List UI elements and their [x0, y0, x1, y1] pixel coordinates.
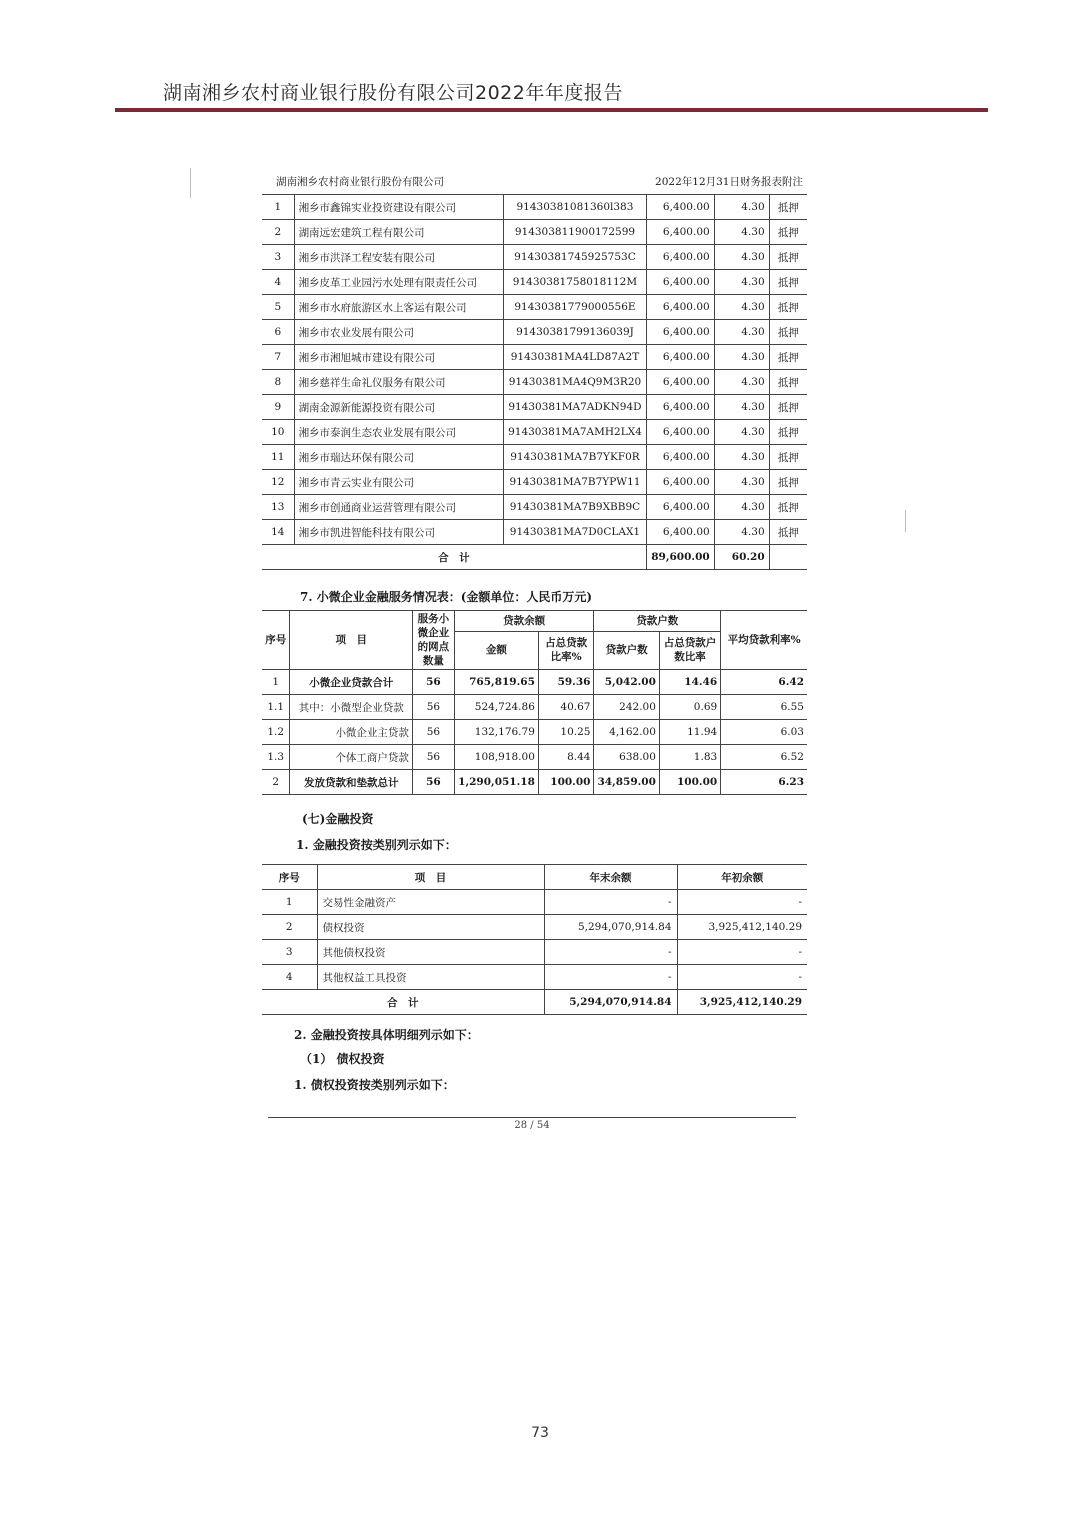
pledge-amount: 6,400.00 [646, 470, 714, 495]
pledge-ratio: 4.30 [714, 495, 769, 520]
invest-end: 5,294,070,914.84 [544, 915, 677, 940]
sme-amount: 132,176.79 [454, 720, 538, 745]
investment-table-row [262, 940, 807, 965]
pledge-ratio: 4.30 [714, 445, 769, 470]
report-header-title: 湖南湘乡农村商业银行股份有限公司2022年年度报告 [163, 82, 623, 104]
sme-amount-ratio: 100.00 [538, 770, 594, 795]
pledge-amount: 6,400.00 [646, 320, 714, 345]
sme-avg-rate: 6.23 [721, 770, 807, 795]
pledge-credit-code: 91430381MA4Q9M3R20 [504, 370, 647, 395]
inner-footer-rule [268, 1117, 796, 1118]
pledge-ratio: 4.30 [714, 320, 769, 345]
pledge-seq: 9 [262, 395, 294, 420]
pledge-credit-code: 91430381MA7AMH2LX4 [504, 420, 647, 445]
sme-table-row [262, 670, 807, 695]
sme-avg-rate: 6.03 [721, 720, 807, 745]
header-rule [115, 108, 988, 112]
scan-mark-right [905, 510, 906, 532]
pledge-credit-code: 91430381MA7B7YPW11 [504, 470, 647, 495]
pledge-amount: 6,400.00 [646, 420, 714, 445]
sme-seq: 1.1 [262, 695, 290, 720]
pledge-amount: 6,400.00 [646, 195, 714, 220]
invest-th-seq: 序号 [262, 865, 317, 890]
pledge-company: 湘乡市洪泽工程安装有限公司 [294, 245, 504, 270]
sme-th-households-ratio: 占总贷款户数比率 [659, 631, 720, 669]
sme-seq: 2 [262, 770, 290, 795]
pledge-type: 抵押 [769, 220, 807, 245]
pledge-total-ratio: 60.20 [714, 545, 769, 570]
pledge-company: 湘乡市创通商业运营管理有限公司 [294, 495, 504, 520]
debt-investment-category-heading: 1. 债权投资按类别列示如下： [294, 1078, 455, 1092]
sme-seq: 1.2 [262, 720, 290, 745]
pledge-ratio: 4.30 [714, 420, 769, 445]
pledge-seq: 12 [262, 470, 294, 495]
invest-begin: - [677, 965, 807, 990]
investment-table-row [262, 965, 807, 990]
sme-amount: 765,819.65 [454, 670, 538, 695]
pledge-seq: 5 [262, 295, 294, 320]
invest-seq: 3 [262, 940, 317, 965]
pledge-amount: 6,400.00 [646, 520, 714, 545]
invest-seq: 1 [262, 890, 317, 915]
pledge-type: 抵押 [769, 395, 807, 420]
sme-outlets: 56 [412, 720, 454, 745]
invest-item: 债权投资 [317, 915, 544, 940]
pledge-amount: 6,400.00 [646, 295, 714, 320]
pledge-company: 湘乡市水府旅游区水上客运有限公司 [294, 295, 504, 320]
pledge-ratio: 4.30 [714, 195, 769, 220]
sme-amount-ratio: 59.36 [538, 670, 594, 695]
pledge-type: 抵押 [769, 195, 807, 220]
investment-table-row [262, 890, 807, 915]
sme-table-row [262, 720, 807, 745]
sme-th-item: 项 目 [290, 611, 412, 670]
pledge-amount: 6,400.00 [646, 495, 714, 520]
pledge-type: 抵押 [769, 495, 807, 520]
sme-item: 个体工商户贷款 [290, 745, 412, 770]
pledge-ratio: 4.30 [714, 370, 769, 395]
pledge-credit-code: 91430381MA7B9XBB9C [504, 495, 647, 520]
invest-end: - [544, 965, 677, 990]
pledge-type: 抵押 [769, 320, 807, 345]
invest-th-item: 项 目 [317, 865, 544, 890]
sme-households: 34,859.00 [594, 770, 659, 795]
sme-th-balance-group: 贷款余额 [454, 611, 594, 632]
pledge-company: 湖南金源新能源投资有限公司 [294, 395, 504, 420]
pledge-company: 湖南远宏建筑工程有限公司 [294, 220, 504, 245]
pledge-ratio: 4.30 [714, 470, 769, 495]
sme-households: 242.00 [594, 695, 659, 720]
pledge-company: 湘乡市青云实业有限公司 [294, 470, 504, 495]
pledge-amount: 6,400.00 [646, 370, 714, 395]
pledge-amount: 6,400.00 [646, 395, 714, 420]
invest-total-end: 5,294,070,914.84 [544, 990, 677, 1015]
pledge-total-label: 合 计 [262, 545, 646, 570]
investment-total-row [262, 990, 807, 1015]
pledge-credit-code: 91430381758018112M [504, 270, 647, 295]
sme-households-ratio: 0.69 [659, 695, 720, 720]
pledge-table-row [262, 220, 807, 245]
sme-amount-ratio: 10.25 [538, 720, 594, 745]
section-invest-title: (七)金融投资 [302, 812, 374, 826]
pledge-ratio: 4.30 [714, 220, 769, 245]
invest-item: 其他权益工具投资 [317, 965, 544, 990]
pledge-seq: 11 [262, 445, 294, 470]
invest-item: 交易性金融资产 [317, 890, 544, 915]
pledge-credit-code: 91430381MA4LD87A2T [504, 345, 647, 370]
invest-th-begin: 年初余额 [677, 865, 807, 890]
pledge-type: 抵押 [769, 445, 807, 470]
pledge-seq: 3 [262, 245, 294, 270]
sme-outlets: 56 [412, 745, 454, 770]
invest-end: - [544, 940, 677, 965]
sme-seq: 1 [262, 670, 290, 695]
sme-households-ratio: 1.83 [659, 745, 720, 770]
pledge-type: 抵押 [769, 345, 807, 370]
invest-begin: - [677, 940, 807, 965]
sme-amount-ratio: 8.44 [538, 745, 594, 770]
invest-total-label: 合 计 [262, 990, 544, 1015]
sme-households-ratio: 11.94 [659, 720, 720, 745]
pledge-table-row [262, 495, 807, 520]
sme-loan-table [262, 610, 807, 795]
sme-amount-ratio: 40.67 [538, 695, 594, 720]
sme-avg-rate: 6.42 [721, 670, 807, 695]
sme-households-ratio: 14.46 [659, 670, 720, 695]
pledge-type: 抵押 [769, 420, 807, 445]
pledge-type: 抵押 [769, 270, 807, 295]
invest-th-end: 年末余额 [544, 865, 677, 890]
pledge-table-row [262, 270, 807, 295]
pledge-amount: 6,400.00 [646, 270, 714, 295]
pledge-table-row [262, 520, 807, 545]
pledge-seq: 14 [262, 520, 294, 545]
pledge-amount: 6,400.00 [646, 345, 714, 370]
pledge-table-row [262, 245, 807, 270]
pledge-ratio: 4.30 [714, 245, 769, 270]
pledge-company: 湘乡市瑞达环保有限公司 [294, 445, 504, 470]
invest-end: - [544, 890, 677, 915]
sme-amount: 524,724.86 [454, 695, 538, 720]
pledge-credit-code: 91430381745925753C [504, 245, 647, 270]
pledge-seq: 6 [262, 320, 294, 345]
pledge-seq: 10 [262, 420, 294, 445]
pledge-total-blank [769, 545, 807, 570]
invest-by-category-heading: 1. 金融投资按类别列示如下： [296, 838, 457, 852]
sme-households: 5,042.00 [594, 670, 659, 695]
pledge-table-row [262, 420, 807, 445]
pledge-type: 抵押 [769, 295, 807, 320]
pledge-table-row [262, 395, 807, 420]
pledge-company: 湘乡市鑫锦实业投资建设有限公司 [294, 195, 504, 220]
pledge-amount: 6,400.00 [646, 445, 714, 470]
pledge-seq: 8 [262, 370, 294, 395]
pledge-table-row [262, 320, 807, 345]
sme-item: 其中：小微型企业贷款 [290, 695, 412, 720]
invest-item: 其他债权投资 [317, 940, 544, 965]
pledge-company: 湘乡慈祥生命礼仪服务有限公司 [294, 370, 504, 395]
pledge-credit-code: 914303811900172599 [504, 220, 647, 245]
sme-th-amount: 金额 [454, 631, 538, 669]
sme-avg-rate: 6.52 [721, 745, 807, 770]
sme-table-row [262, 745, 807, 770]
sme-th-avg-rate: 平均贷款利率% [721, 611, 807, 670]
invest-begin: 3,925,412,140.29 [677, 915, 807, 940]
pledge-credit-code: 91430381MA7ADKN94D [504, 395, 647, 420]
sme-table-row [262, 695, 807, 720]
pledge-seq: 2 [262, 220, 294, 245]
sme-table-row [262, 770, 807, 795]
invest-detail-heading: 2. 金融投资按具体明细列示如下： [294, 1028, 479, 1042]
sme-th-seq: 序号 [262, 611, 290, 670]
pledge-credit-code: 91430381081360l383 [504, 195, 647, 220]
page-number: 73 [531, 1425, 549, 1441]
pledge-amount: 6,400.00 [646, 245, 714, 270]
pledge-credit-code: 91430381MA7B7YKF0R [504, 445, 647, 470]
pledge-company: 湘乡市湘旭城市建设有限公司 [294, 345, 504, 370]
pledge-seq: 1 [262, 195, 294, 220]
pledge-seq: 13 [262, 495, 294, 520]
sme-th-households-group: 贷款户数 [594, 611, 721, 632]
section-7-title: 7. 小微企业金融服务情况表：(金额单位：人民币万元) [300, 590, 593, 604]
scan-mark-left [190, 168, 191, 198]
sme-item: 小微企业贷款合计 [290, 670, 412, 695]
pledge-table-row [262, 345, 807, 370]
pledge-type: 抵押 [769, 370, 807, 395]
invest-begin: - [677, 890, 807, 915]
sme-households: 4,162.00 [594, 720, 659, 745]
pledge-table-row [262, 195, 807, 220]
sme-households: 638.00 [594, 745, 659, 770]
pledge-company: 湘乡市凯进智能科技有限公司 [294, 520, 504, 545]
pledge-type: 抵押 [769, 245, 807, 270]
pledge-ratio: 4.30 [714, 520, 769, 545]
sme-item: 小微企业主贷款 [290, 720, 412, 745]
pledge-amount: 6,400.00 [646, 220, 714, 245]
pledge-loan-table [262, 194, 807, 570]
sme-amount: 108,918.00 [454, 745, 538, 770]
pledge-seq: 7 [262, 345, 294, 370]
debt-investment-heading: （1） 债权投资 [300, 1052, 385, 1066]
sme-th-amount-ratio: 占总贷款比率% [538, 631, 594, 669]
pledge-ratio: 4.30 [714, 345, 769, 370]
pledge-total-row [262, 545, 807, 570]
pledge-company: 湘乡市农业发展有限公司 [294, 320, 504, 345]
invest-seq: 2 [262, 915, 317, 940]
sme-th-outlets: 服务小微企业的网点数量 [412, 611, 454, 670]
pledge-seq: 4 [262, 270, 294, 295]
inner-page-indicator: 28 / 54 [514, 1120, 550, 1131]
sme-amount: 1,290,051.18 [454, 770, 538, 795]
pledge-company: 湘乡市泰润生态农业发展有限公司 [294, 420, 504, 445]
pledge-ratio: 4.30 [714, 270, 769, 295]
sme-outlets: 56 [412, 695, 454, 720]
pledge-table-row [262, 445, 807, 470]
investment-table-row [262, 915, 807, 940]
pledge-company: 湘乡皮革工业园污水处理有限责任公司 [294, 270, 504, 295]
sme-avg-rate: 6.55 [721, 695, 807, 720]
pledge-table-row [262, 470, 807, 495]
pledge-type: 抵押 [769, 470, 807, 495]
pledge-ratio: 4.30 [714, 295, 769, 320]
pledge-table-row [262, 370, 807, 395]
sub-header-company: 湖南湘乡农村商业银行股份有限公司 [276, 176, 444, 188]
investment-table [262, 864, 807, 1015]
pledge-credit-code: 91430381799136039J [504, 320, 647, 345]
pledge-ratio: 4.30 [714, 395, 769, 420]
sub-header-date: 2022年12月31日财务报表附注 [655, 176, 803, 188]
pledge-credit-code: 91430381779000556E [504, 295, 647, 320]
sme-seq: 1.3 [262, 745, 290, 770]
pledge-credit-code: 91430381MA7D0CLAX1 [504, 520, 647, 545]
invest-total-begin: 3,925,412,140.29 [677, 990, 807, 1015]
sme-outlets: 56 [412, 670, 454, 695]
sme-households-ratio: 100.00 [659, 770, 720, 795]
sme-outlets: 56 [412, 770, 454, 795]
invest-seq: 4 [262, 965, 317, 990]
pledge-type: 抵押 [769, 520, 807, 545]
sme-th-households: 贷款户数 [594, 631, 659, 669]
sme-item: 发放贷款和垫款总计 [290, 770, 412, 795]
pledge-total-amount: 89,600.00 [646, 545, 714, 570]
pledge-table-row [262, 295, 807, 320]
